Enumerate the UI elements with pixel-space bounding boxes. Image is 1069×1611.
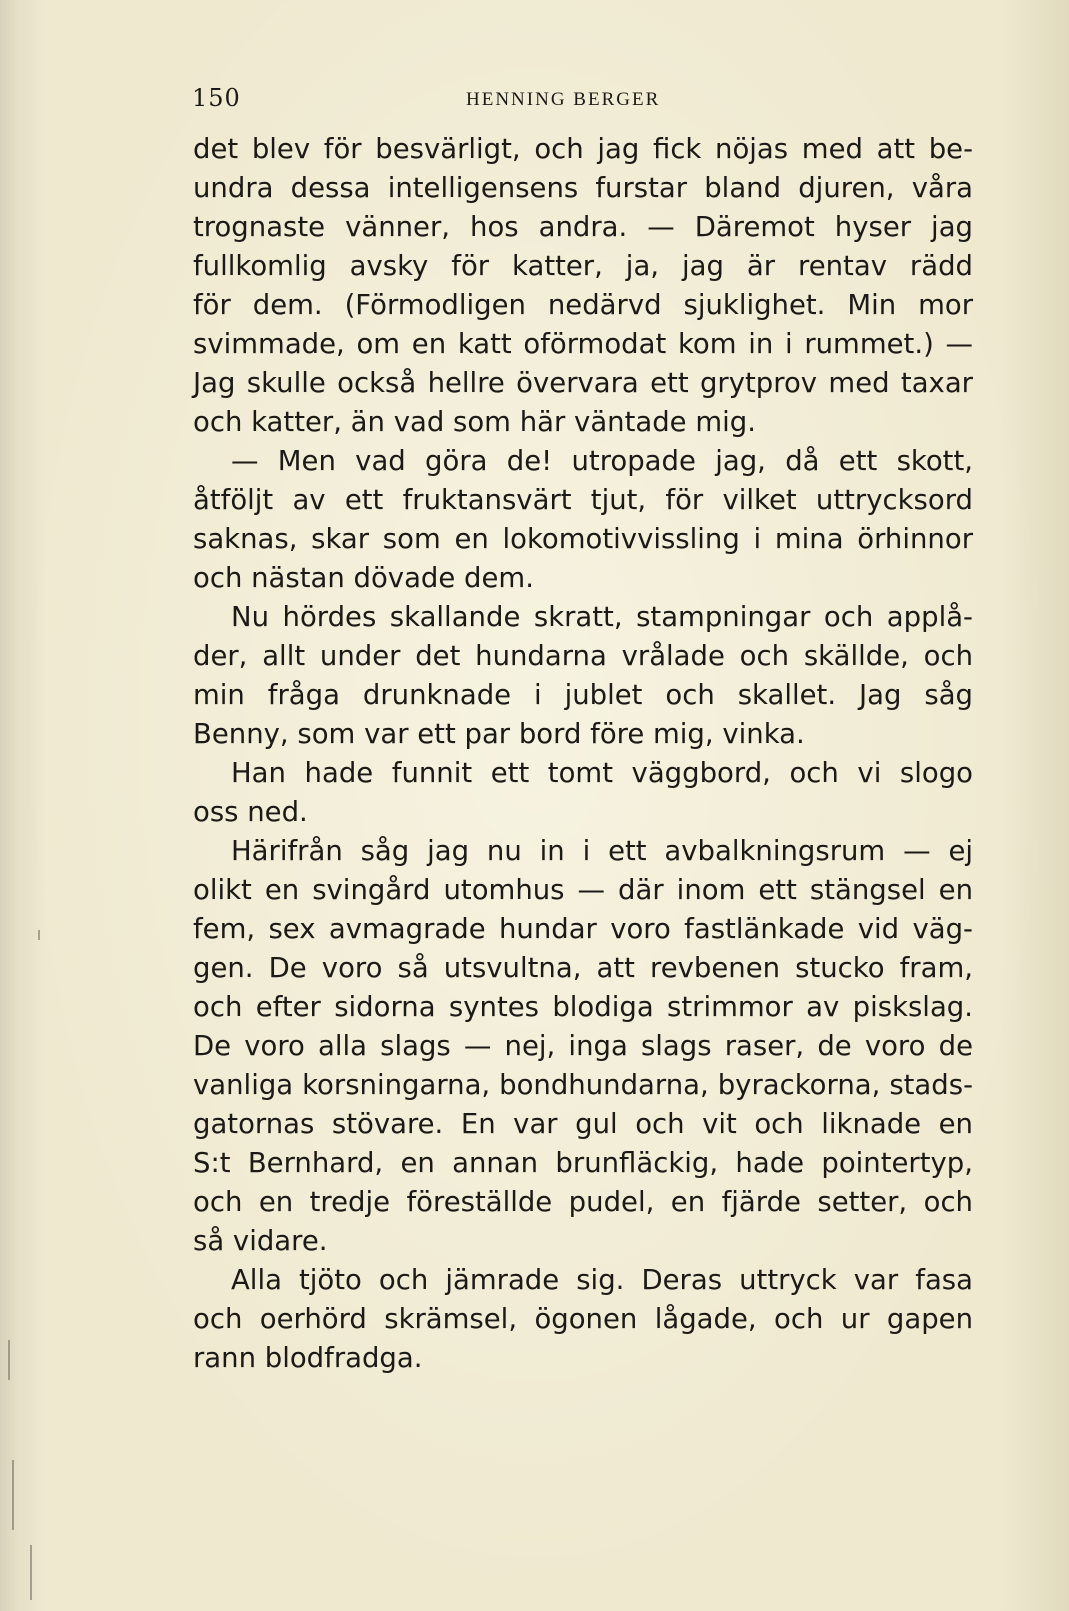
text-line: Han hade funnit ett tomt väggbord, och vi slogo <box>231 757 973 789</box>
text-line: gen. De voro så utsvultna, att revbenen stucko fram, <box>193 952 973 984</box>
text-line: S:t Bernhard, en annan brunfläckig, hade pointertyp, <box>193 1147 973 1179</box>
gutter-mark <box>30 1545 32 1600</box>
text-line: och katter, än vad som här väntade mig. <box>193 406 756 438</box>
text-line: för dem. (Förmodligen nedärvd sjuklighet. Min mor <box>193 289 973 321</box>
text-line: åtföljt av ett fruktansvärt tjut, för vilket uttrycksord <box>193 484 973 516</box>
text-line: trognaste vänner, hos andra. — Däremot hyser jag <box>193 211 973 243</box>
text-line: Nu hördes skallande skratt, stampningar och applå- <box>231 601 973 633</box>
text-line: Benny, som var ett par bord före mig, vinka. <box>193 718 805 750</box>
text-line: och efter sidorna syntes blodiga strimmor av piskslag. <box>193 991 973 1023</box>
text-line: rann blodfradga. <box>193 1342 423 1374</box>
page-header <box>192 84 972 116</box>
text-line: olikt en svingård utomhus — där inom ett stängsel en <box>193 874 973 906</box>
text-line: och nästan dövade dem. <box>193 562 534 594</box>
text-line: der, allt under det hundarna vrålade och skällde, och <box>193 640 973 672</box>
text-line: svimmade, om en katt oförmodat kom in i rummet.) — <box>193 328 973 360</box>
text-line: fullkomlig avsky för katter, ja, jag är rentav rädd <box>193 250 973 282</box>
text-line: Härifrån såg jag nu in i ett avbalkningsrum — ej <box>231 835 973 867</box>
binding-gutter <box>0 0 46 1611</box>
gutter-mark <box>12 1460 14 1530</box>
text-line: och en tredje föreställde pudel, en fjärde setter, och <box>193 1186 973 1218</box>
text-line: gatornas stövare. En var gul och vit och liknade en <box>193 1108 973 1140</box>
text-line: vanliga korsningarna, bondhundarna, byrackorna, stads- <box>193 1069 973 1101</box>
page-number: 150 <box>192 84 241 112</box>
text-line: och oerhörd skrämsel, ögonen lågade, och ur gapen <box>193 1303 973 1335</box>
text-line: De voro alla slags — nej, inga slags raser, de voro de <box>193 1030 973 1062</box>
text-line: undra dessa intelligensens furstar bland djuren, våra <box>193 172 973 204</box>
text-line: oss ned. <box>193 796 308 828</box>
gutter-mark <box>38 930 40 940</box>
text-line: det blev för besvärligt, och jag fick nöjas med att be- <box>193 133 973 165</box>
text-line: — Men vad göra de! utropade jag, då ett skott, <box>231 445 973 477</box>
text-line: fem, sex avmagrade hundar voro fastlänkade vid väg- <box>193 913 973 945</box>
body-text <box>193 130 973 1378</box>
text-line: Jag skulle också hellre övervara ett grytprov med taxar <box>193 367 973 399</box>
text-line: så vidare. <box>193 1225 328 1257</box>
text-line: Alla tjöto och jämrade sig. Deras uttryck var fasa <box>231 1264 973 1296</box>
text-line: min fråga drunknade i jublet och skallet. Jag såg <box>193 679 973 711</box>
gutter-mark <box>8 1340 10 1380</box>
text-line: saknas, skar som en lokomotivvissling i mina örhinnor <box>193 523 973 555</box>
running-head: HENNING BERGER <box>466 89 661 110</box>
